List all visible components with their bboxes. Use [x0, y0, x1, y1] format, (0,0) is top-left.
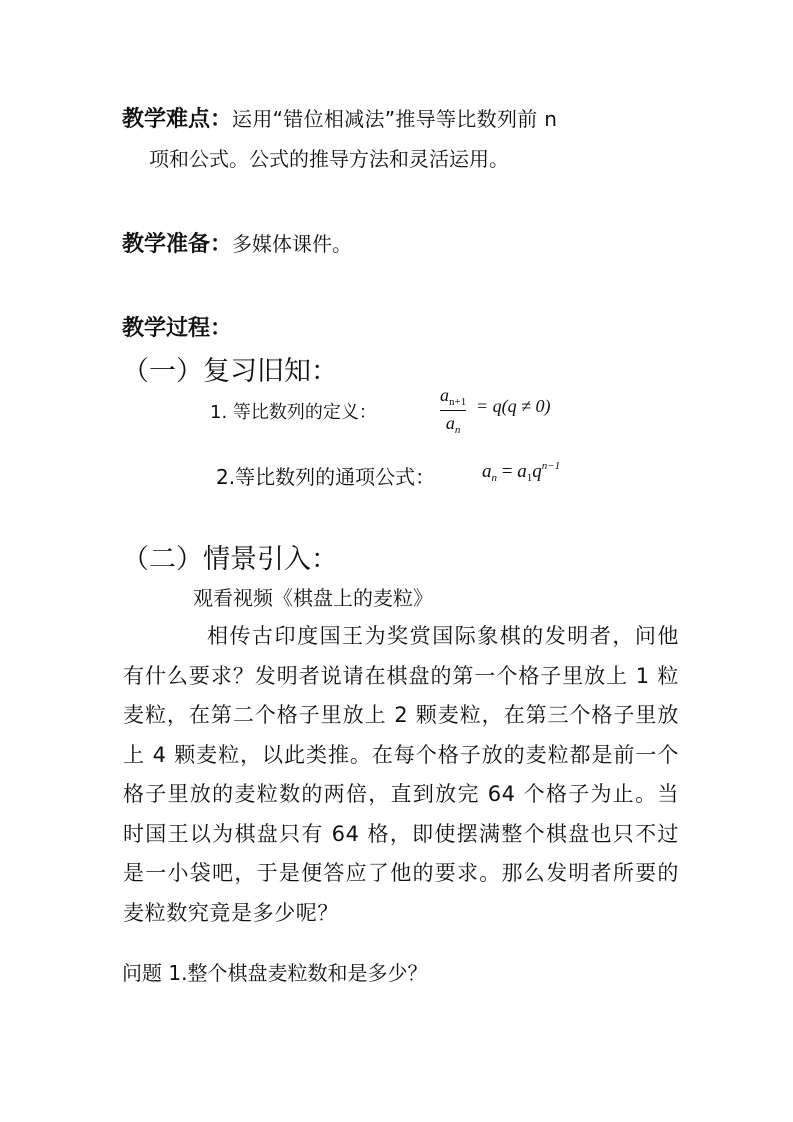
- fraction-bar: [440, 410, 466, 411]
- fraction-denominator: $a_n$: [445, 413, 461, 436]
- question-1: 问题 1.整个棋盘麦粒数和是多少？: [122, 961, 428, 985]
- definition-label: 1. 等比数列的定义：: [210, 402, 377, 423]
- general-term-label: 2.等比数列的通项公式：: [216, 465, 436, 489]
- section1-heading: （一）复习旧知：: [122, 356, 338, 387]
- fraction-numerator: $a_{n+1}$: [440, 385, 467, 408]
- difficulty-text-1: 运用“错位相减法”推导等比数列前 n: [232, 107, 558, 131]
- story-paragraph: 相传古印度国王为奖赏国际象棋的发明者，问他有什么要求？发明者说请在棋盘的第一个格子里放上 1 粒麦粒，在第二个格子里放上 2 颗麦粒，在第三个格子里放上 4 颗麦粒，以此类推。在每个格子放的麦粒都是前一个格子里放的麦粒数的两倍，直到放完 64 个格子为止。当时国王以为棋盘只有 64 格，即使摆满整个棋盘也只不过是一小袋吧，于是便答应了他的要求。那么发明者所要的麦粒数究竟是多少呢？: [123, 624, 679, 925]
- difficulty-line-1: [122, 102, 557, 133]
- process-label: 教学过程：: [122, 316, 233, 341]
- general-term-formula: $a_n = a_1q^{n-1}$: [482, 460, 561, 484]
- difficulty-line-2: 项和公式。公式的推导方法和灵活运用。: [149, 147, 509, 171]
- preparation-text: 多媒体课件。: [232, 232, 353, 256]
- preparation-line: [122, 227, 352, 258]
- difficulty-label: 教学难点：: [122, 107, 233, 132]
- preparation-label: 教学准备：: [122, 232, 233, 257]
- definition-rhs: = q(q ≠ 0): [476, 396, 551, 416]
- video-title: 观看视频《棋盘上的麦粒》: [193, 586, 433, 610]
- section2-heading: （二）情景引入：: [122, 544, 338, 575]
- definition-fraction: [440, 384, 466, 437]
